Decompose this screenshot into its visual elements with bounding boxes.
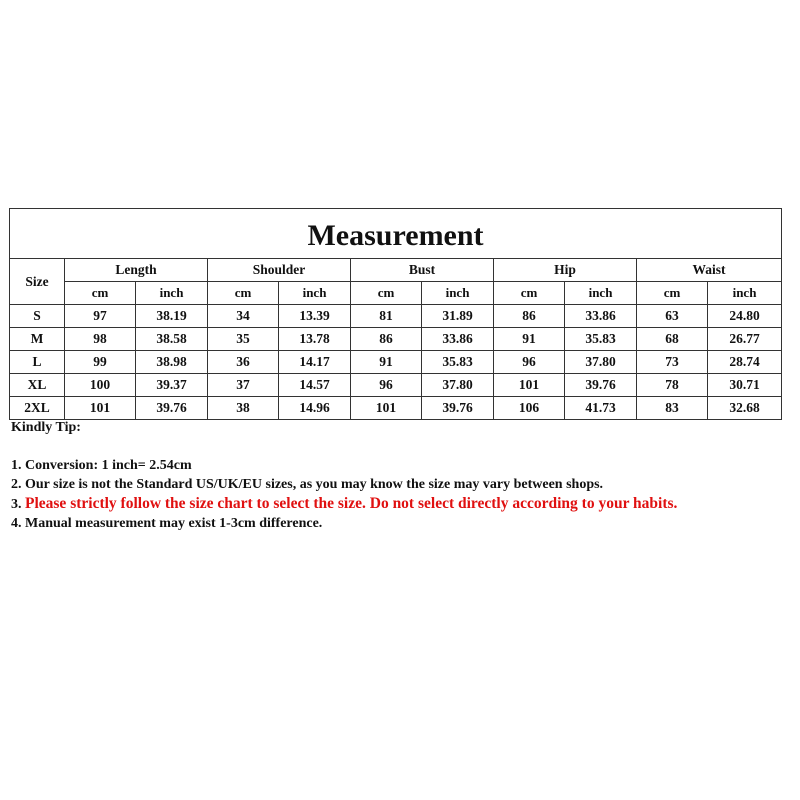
size-label-cell: L bbox=[10, 351, 65, 374]
unit-header-inch: inch bbox=[565, 282, 637, 305]
measurement-cell: 30.71 bbox=[708, 374, 782, 397]
note-number: 3. bbox=[11, 497, 25, 512]
measurement-cell: 68 bbox=[637, 328, 708, 351]
measurement-cell: 96 bbox=[351, 374, 422, 397]
measurement-cell: 97 bbox=[65, 305, 136, 328]
kindly-tip-section bbox=[11, 418, 791, 533]
measurement-cell: 36 bbox=[208, 351, 279, 374]
measurement-cell: 83 bbox=[637, 397, 708, 420]
unit-header-inch: inch bbox=[708, 282, 782, 305]
note-manual-measurement: 4. Manual measurement may exist 1-3cm difference. bbox=[11, 516, 323, 531]
measurement-cell: 38.19 bbox=[136, 305, 208, 328]
unit-header-cm: cm bbox=[208, 282, 279, 305]
measurement-cell: 91 bbox=[351, 351, 422, 374]
measurement-cell: 91 bbox=[494, 328, 565, 351]
table-row bbox=[10, 397, 782, 420]
size-column-header: Size bbox=[10, 259, 65, 305]
size-label-cell: M bbox=[10, 328, 65, 351]
measurement-cell: 81 bbox=[351, 305, 422, 328]
group-header-length: Length bbox=[65, 259, 208, 282]
measurement-cell: 101 bbox=[351, 397, 422, 420]
measurement-cell: 39.76 bbox=[136, 397, 208, 420]
unit-header-inch: inch bbox=[279, 282, 351, 305]
tip-heading: Kindly Tip: bbox=[11, 420, 81, 435]
measurement-cell: 63 bbox=[637, 305, 708, 328]
measurement-cell: 41.73 bbox=[565, 397, 637, 420]
measurement-cell: 39.76 bbox=[422, 397, 494, 420]
size-chart-table bbox=[9, 208, 782, 420]
unit-header-cm: cm bbox=[637, 282, 708, 305]
measurement-cell: 35.83 bbox=[422, 351, 494, 374]
group-header-bust: Bust bbox=[351, 259, 494, 282]
measurement-cell: 28.74 bbox=[708, 351, 782, 374]
table-row bbox=[10, 328, 782, 351]
measurement-cell: 26.77 bbox=[708, 328, 782, 351]
measurement-cell: 14.96 bbox=[279, 397, 351, 420]
table-row bbox=[10, 351, 782, 374]
measurement-cell: 96 bbox=[494, 351, 565, 374]
measurement-cell: 73 bbox=[637, 351, 708, 374]
measurement-cell: 13.78 bbox=[279, 328, 351, 351]
measurement-cell: 101 bbox=[65, 397, 136, 420]
measurement-cell: 24.80 bbox=[708, 305, 782, 328]
measurement-cell: 33.86 bbox=[565, 305, 637, 328]
unit-header-cm: cm bbox=[65, 282, 136, 305]
measurement-cell: 37 bbox=[208, 374, 279, 397]
size-rows bbox=[10, 305, 782, 420]
unit-header-inch: inch bbox=[422, 282, 494, 305]
measurement-cell: 101 bbox=[494, 374, 565, 397]
unit-header-cm: cm bbox=[351, 282, 422, 305]
measurement-cell: 39.37 bbox=[136, 374, 208, 397]
measurement-cell: 34 bbox=[208, 305, 279, 328]
measurement-cell: 38 bbox=[208, 397, 279, 420]
group-header-shoulder: Shoulder bbox=[208, 259, 351, 282]
table-row bbox=[10, 305, 782, 328]
table-row bbox=[10, 374, 782, 397]
measurement-cell: 37.80 bbox=[422, 374, 494, 397]
measurement-cell: 78 bbox=[637, 374, 708, 397]
group-header-hip: Hip bbox=[494, 259, 637, 282]
measurement-cell: 14.17 bbox=[279, 351, 351, 374]
unit-header-inch: inch bbox=[136, 282, 208, 305]
measurement-cell: 35.83 bbox=[565, 328, 637, 351]
measurement-cell: 33.86 bbox=[422, 328, 494, 351]
note-conversion: 1. Conversion: 1 inch= 2.54cm bbox=[11, 458, 192, 473]
group-header-waist: Waist bbox=[637, 259, 782, 282]
measurement-cell: 14.57 bbox=[279, 374, 351, 397]
measurement-cell: 86 bbox=[494, 305, 565, 328]
measurement-cell: 98 bbox=[65, 328, 136, 351]
unit-header-cm: cm bbox=[494, 282, 565, 305]
measurement-cell: 32.68 bbox=[708, 397, 782, 420]
measurement-cell: 106 bbox=[494, 397, 565, 420]
measurement-cell: 35 bbox=[208, 328, 279, 351]
measurement-cell: 86 bbox=[351, 328, 422, 351]
measurement-cell: 38.58 bbox=[136, 328, 208, 351]
size-label-cell: XL bbox=[10, 374, 65, 397]
measurement-cell: 100 bbox=[65, 374, 136, 397]
measurement-cell: 13.39 bbox=[279, 305, 351, 328]
measurement-cell: 37.80 bbox=[565, 351, 637, 374]
measurement-cell: 39.76 bbox=[565, 374, 637, 397]
note-follow-size-chart bbox=[11, 494, 791, 514]
note-warning-text: Please strictly follow the size chart to select the size. Do not select directly according to your habits. bbox=[25, 495, 678, 512]
note-standard-sizes: 2. Our size is not the Standard US/UK/EU sizes, as you may know the size may vary between shops. bbox=[11, 477, 604, 492]
chart-title: Measurement bbox=[10, 209, 782, 259]
size-label-cell: 2XL bbox=[10, 397, 65, 420]
measurement-cell: 38.98 bbox=[136, 351, 208, 374]
measurement-cell: 31.89 bbox=[422, 305, 494, 328]
size-label-cell: S bbox=[10, 305, 65, 328]
measurement-cell: 99 bbox=[65, 351, 136, 374]
